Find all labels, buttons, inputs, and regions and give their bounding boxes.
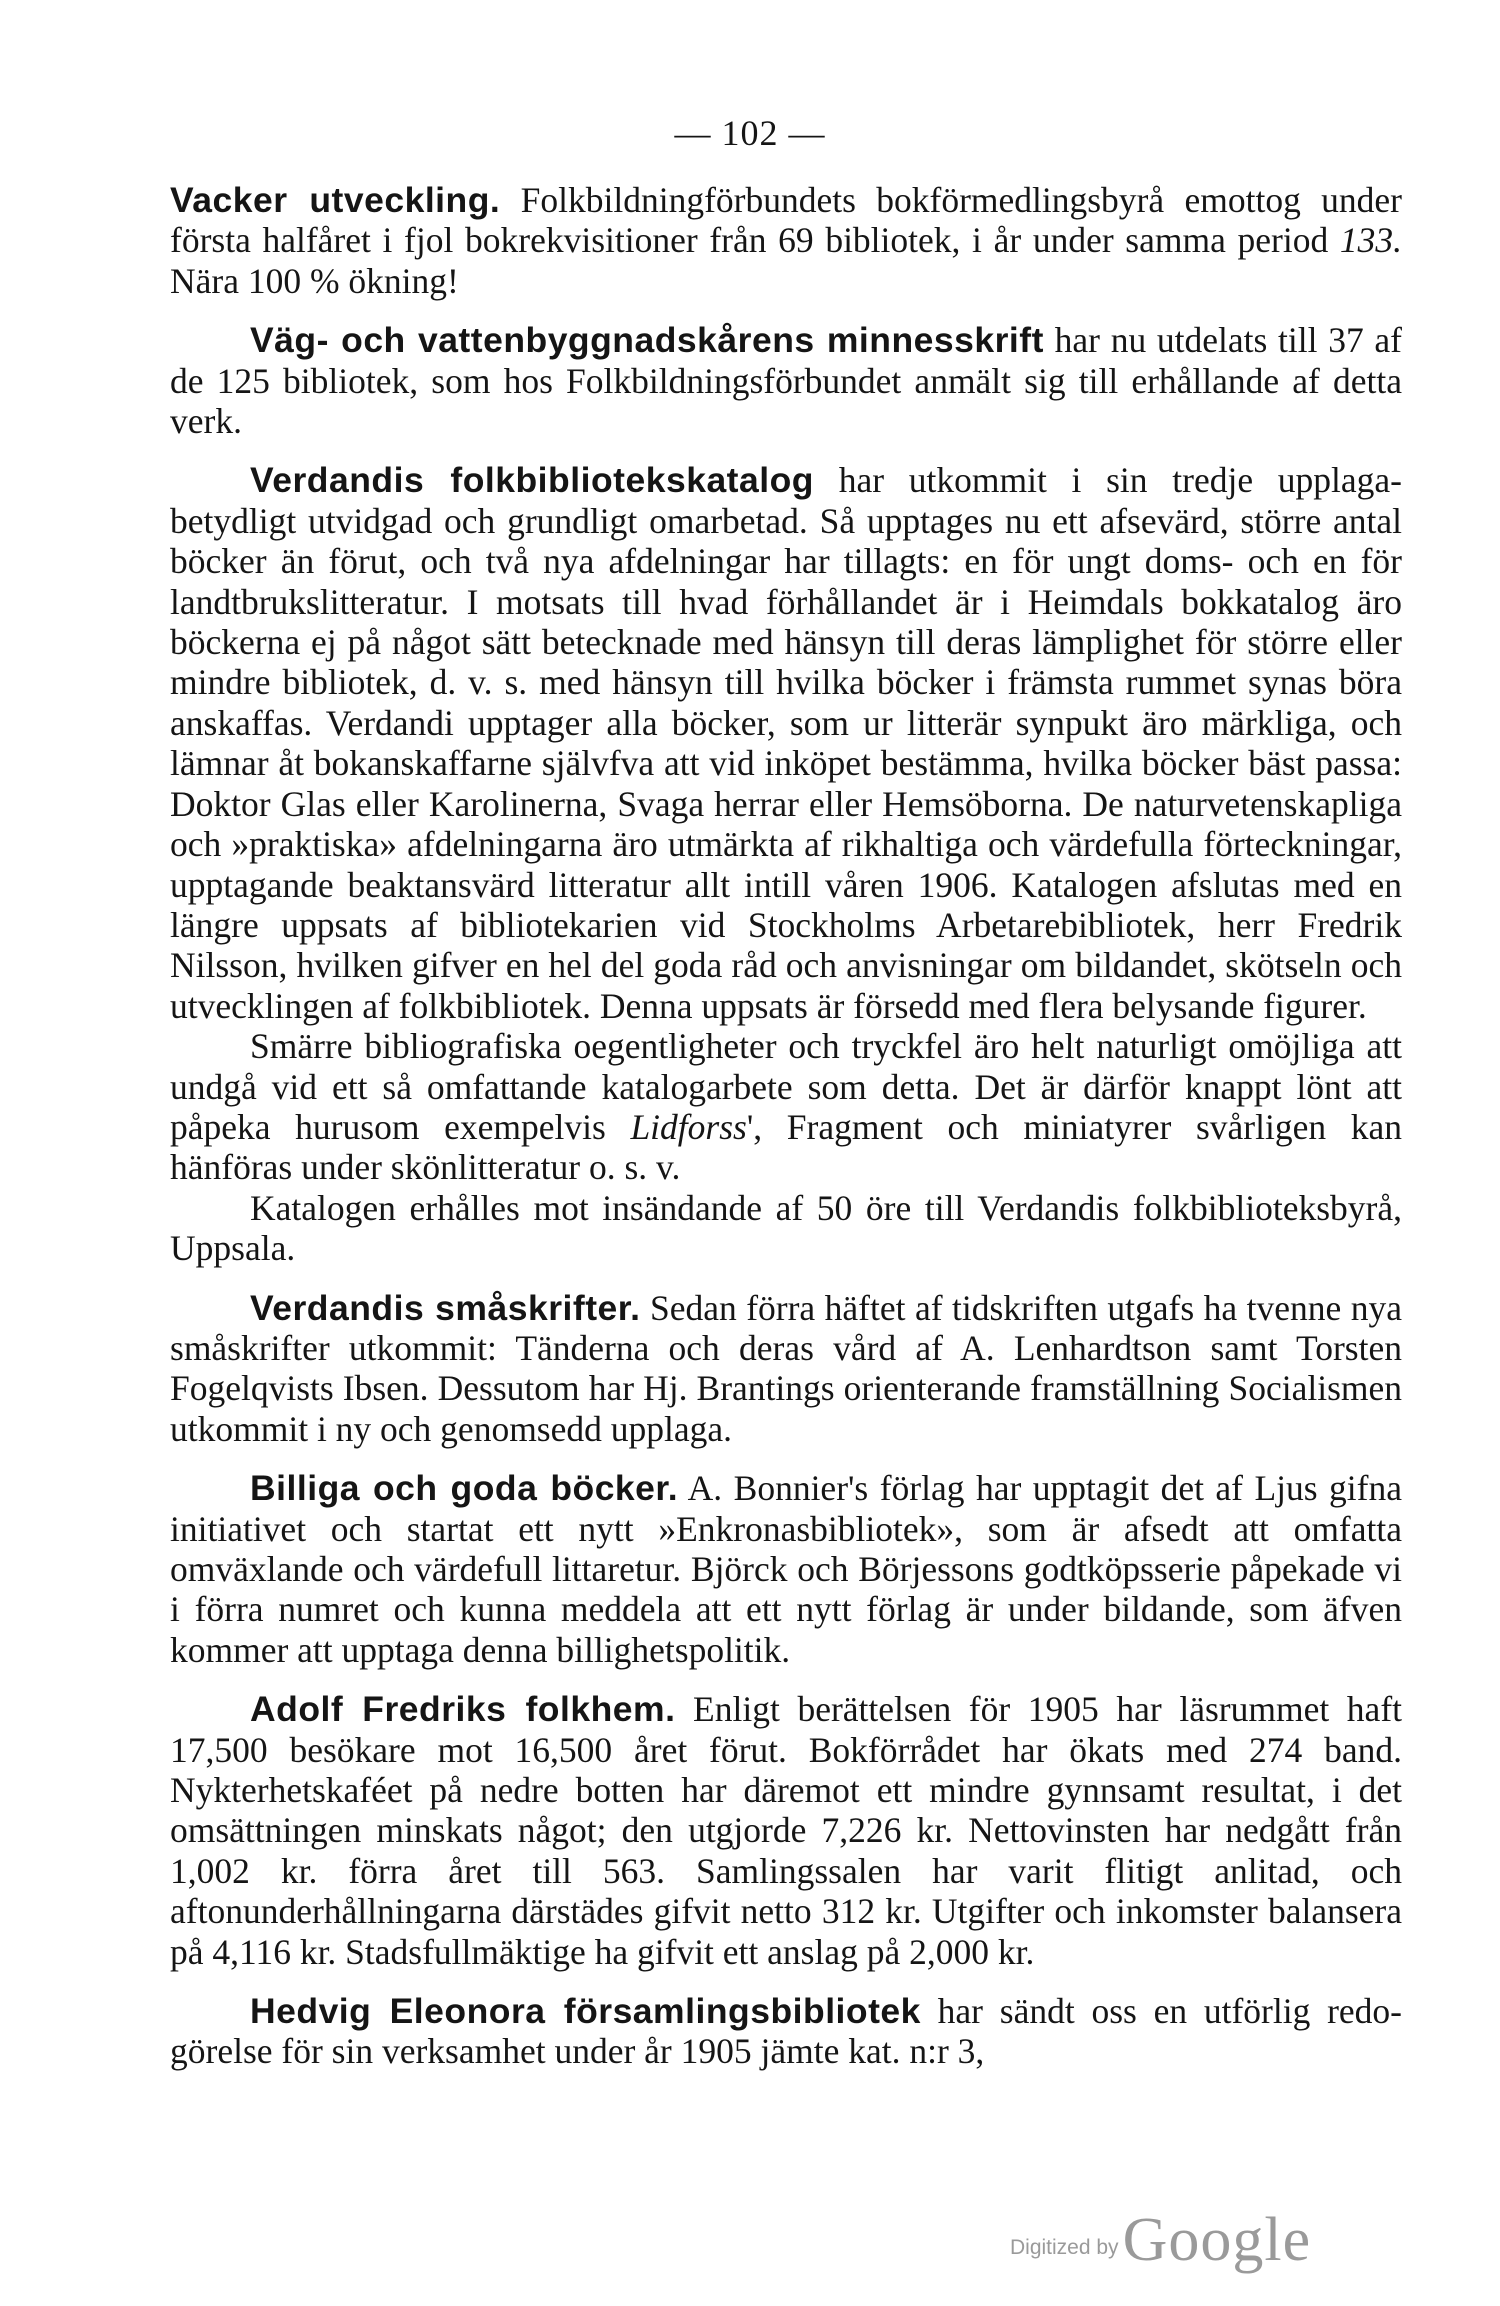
paragraph-hedvig-eleonora — [170, 1991, 1402, 2072]
watermark-prefix: Digitized by — [1010, 2236, 1119, 2259]
paragraph-billiga-bocker — [170, 1468, 1402, 1670]
paragraph-text: Katalogen erhålles mot insändande af 50 öre till Verdandis folkbiblioteksbyrå, Uppsala. — [170, 1187, 1402, 1269]
paragraph-text: Folkbildningförbundets bokförmedlingsbyrå emottog under första halfåret i fjol bokrekvisitioner från 69 bibliotek, i år under samma period — [170, 180, 1402, 261]
paragraph-vacker-utveckling — [170, 180, 1402, 301]
paragraph-adolf-fredriks — [170, 1689, 1402, 1972]
watermark-brand-logo: Google — [1122, 2206, 1312, 2274]
paragraph-text: Sedan förra häftet af tidskriften utgafs ha tvenne nya småskrifter utkommit: Tänderna och deras vård af A. Lenhardtson samt Torsten Fogelqvists Ibsen. Dessutom har Hj. Brantings orienterande framställning Socialismen utkommit i ny och genomsedd upplaga. — [170, 1287, 1402, 1449]
paragraph-text-continued: ', Fragment och miniatyrer svårligen kan hänföras under skönlitteratur o. s. v. — [170, 1106, 1402, 1188]
article-body — [170, 180, 1402, 2072]
paragraph-text: A. Bonnier's förlag har upptagit det af Ljus gifna initiativet och startat ett nytt »Enkronasbibliotek», som är afsedt att omfatta omväxlande och värdefull littaretur. Björck och Börjessons godtköpsserie påpekade vi i förra numret och kunna meddela att ett nytt förlag är under bildande, som äfven kommer att upptaga denna billighetspolitik. — [170, 1468, 1402, 1670]
paragraph-text-continued: Nära 100 % ökning! — [170, 260, 459, 301]
paragraph-heading: Hedvig Eleonora församlingsbibliotek — [250, 1991, 921, 2032]
paragraph-minnesskrift — [170, 320, 1402, 441]
paragraph-text: Smärre bibliografiska oegentligheter och tryckfel äro helt naturligt omöjliga att undgå vid ett så omfattande katalogarbete som detta. Det är därför knappt lönt att påpeka hurusom exempelvis — [170, 1026, 1402, 1147]
paragraph-heading: Verdandis småskrifter. — [250, 1287, 641, 1328]
paragraph-italic: 133. — [1339, 220, 1402, 261]
paragraph-heading: Verdandis folkbibliotekskatalog — [250, 460, 814, 501]
paragraph-text: har nu utdelats till 37 af de 125 bibliotek, som hos Folkbildningsförbundet anmält sig till erhållande af detta verk. — [170, 320, 1402, 442]
paragraph-heading: Vacker utveckling. — [170, 180, 501, 220]
paragraph-text: Enligt berättelsen för 1905 har läsrummet haft 17,500 besökare mot 16,500 året förut. Bokförrådet har ökats med 274 band. Nykterhetskaféet på nedre botten har däremot ett mindre gynnsamt resultat, i det omsättningen minskats något; den utgjorde 7,226 kr. Nettovinsten har nedgått från 1,002 kr. förra året till 563. Samlingssalen har varit flitigt anlitad, och aftonunderhållningarna därstädes gifvit netto 312 kr. Utgifter och inkomster balansera på 4,116 kr. Stadsfullmäktige ha gifvit ett anslag på 2,000 kr. — [170, 1689, 1402, 1972]
paragraph-text: har utkommit i sin tredje upplagabetydligt utvidgad och grundligt omarbetad. Så upptages nu ett afsevärd, större antal böcker än förut, och två nya afdelningar har tillagts: en för ungt doms- och en för landtbrukslitteratur. I motsats till hvad förhållandet är i Heimdals bokkatalog äro böckerna ej på något sätt betecknade med hänsyn till deras lämplighet för större eller mindre bibliotek, d. v. s. med hänsyn till hvilka böcker i främsta rummet synas böra anskaffas. Verdandi upptager alla böcker, som ur litterär synpukt äro märkliga, och lämnar åt bokanskaffarne självfva att vid inköpet bestämma, hvilka böcker bäst passa: Doktor Glas eller Karolinerna, Svaga herrar eller Hemsöborna. De naturvetenskapliga och »praktiska» afdelningarna äro utmärkta af rikhaltiga och värdefulla förteckningar, upptagande beaktansvärd litteratur allt intill våren 1906. Katalogen afslutas med en längre uppsats af bibliotekarien vid Stockholms Arbetarebibliotek, herr Fredrik Nilsson, hvilken gifver en hel del goda råd och anvisningar om bildandet, skötseln och utvecklingen af folkbibliotek. Denna uppsats är försedd med flera belysande figurer. — [170, 460, 1402, 1026]
paragraph-heading: Väg- och vattenbyggnadskårens minnesskrift — [250, 320, 1044, 361]
paragraph-smaskrifter — [170, 1288, 1402, 1450]
page-number: — 102 — — [674, 113, 826, 153]
paragraph-text: har sändt oss en utförlig redogörelse för sin verksamhet under år 1905 jämte kat. n:r 3, — [170, 1991, 1402, 2072]
paragraph-italic: Lidforss — [630, 1106, 747, 1147]
paragraph-heading: Adolf Fredriks folkhem. — [250, 1689, 676, 1730]
paragraph-katalogen — [170, 1188, 1402, 1269]
digitized-watermark — [1010, 2205, 1311, 2276]
paragraph-oegentligheter — [170, 1026, 1402, 1188]
paragraph-heading: Billiga och goda böcker. — [250, 1468, 679, 1509]
paragraph-folkbibliotekskatalog — [170, 460, 1402, 1026]
